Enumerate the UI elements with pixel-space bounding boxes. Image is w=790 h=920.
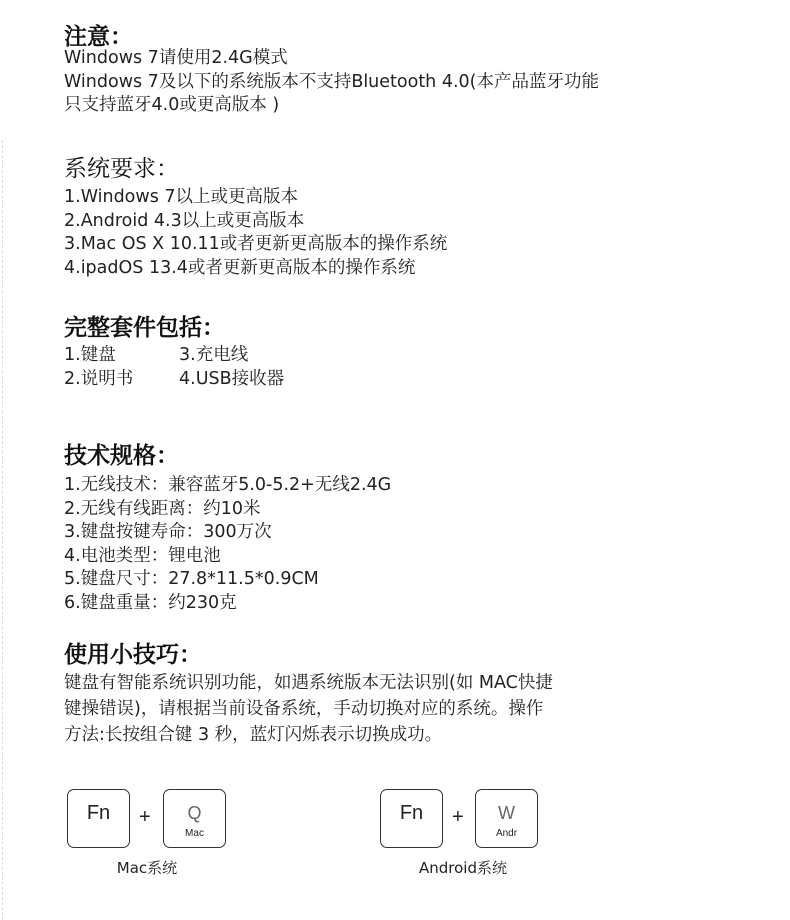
notice-line: Windows 7请使用2.4G模式 <box>64 48 288 68</box>
w-key <box>475 789 538 848</box>
requirement-item: 2.Android 4.3以上或更高版本 <box>64 210 305 231</box>
spec-item: 4.电池类型：锂电池 <box>64 545 221 566</box>
kit-item: 2.说明书 <box>64 369 134 389</box>
tips-line: 键操错误)，请根据当前设备系统，手动切换对应的系统。操作 <box>64 699 544 719</box>
kit-heading: 完整套件包括： <box>64 315 225 341</box>
notice-line: Windows 7及以下的系统版本不支持Bluetooth 4.0(本产品蓝牙功能 <box>64 71 599 92</box>
notice-line: 只支持蓝牙4.0或更高版本 ) <box>64 95 280 115</box>
fn-key-label: Fn <box>399 802 424 824</box>
kit-item: 4.USB接收器 <box>179 369 285 389</box>
tips-heading: 使用小技巧： <box>64 642 202 668</box>
kit-list <box>64 343 284 391</box>
w-key-label: W <box>498 803 515 823</box>
tips-line: 方法:长按组合键 3 秒，蓝灯闪烁表示切换成功。 <box>64 725 443 745</box>
requirement-item: 1.Windows 7以上或更高版本 <box>64 187 299 207</box>
android-key-sublabel: Andr <box>495 828 518 839</box>
tips-line: 键盘有智能系统识别功能，如遇系统版本无法识别(如 MAC快捷 <box>64 673 553 693</box>
plus-sign: + <box>139 806 151 828</box>
notice-heading: 注意： <box>64 24 133 50</box>
fn-key-label: Fn <box>86 802 111 824</box>
fn-key-mac <box>67 789 130 848</box>
plus-sign: + <box>452 806 464 828</box>
mac-key-sublabel: Mac <box>185 828 204 839</box>
kit-item: 1.键盘 <box>64 345 116 365</box>
mac-caption: Mac系统 <box>116 859 178 877</box>
spec-item: 3.键盘按键寿命：300万次 <box>64 522 272 542</box>
spec-item: 5.键盘尺寸：27.8*11.5*0.9CM <box>64 569 319 589</box>
q-key <box>163 789 226 848</box>
tips-text <box>64 670 553 748</box>
requirement-item: 4.ipadOS 13.4或者更新更高版本的操作系统 <box>64 257 416 278</box>
requirements-list <box>64 186 447 280</box>
kit-item: 3.充电线 <box>179 345 249 365</box>
specs-heading: 技术规格： <box>64 443 179 469</box>
requirement-item: 3.Mac OS X 10.11或者更新更高版本的操作系统 <box>64 234 448 254</box>
fn-key-android <box>380 789 443 848</box>
q-key-label: Q <box>187 803 202 823</box>
requirements-heading: 系统要求： <box>64 156 179 182</box>
page-edge-divider <box>2 140 3 920</box>
android-caption: Android系统 <box>419 859 507 877</box>
spec-item: 6.键盘重量：约230克 <box>64 592 237 613</box>
spec-item: 2.无线有线距离：约10米 <box>64 498 261 519</box>
notice-text <box>64 47 599 118</box>
specs-list <box>64 474 391 615</box>
spec-item: 1.无线技术：兼容蓝牙5.0-5.2+无线2.4G <box>64 475 392 495</box>
